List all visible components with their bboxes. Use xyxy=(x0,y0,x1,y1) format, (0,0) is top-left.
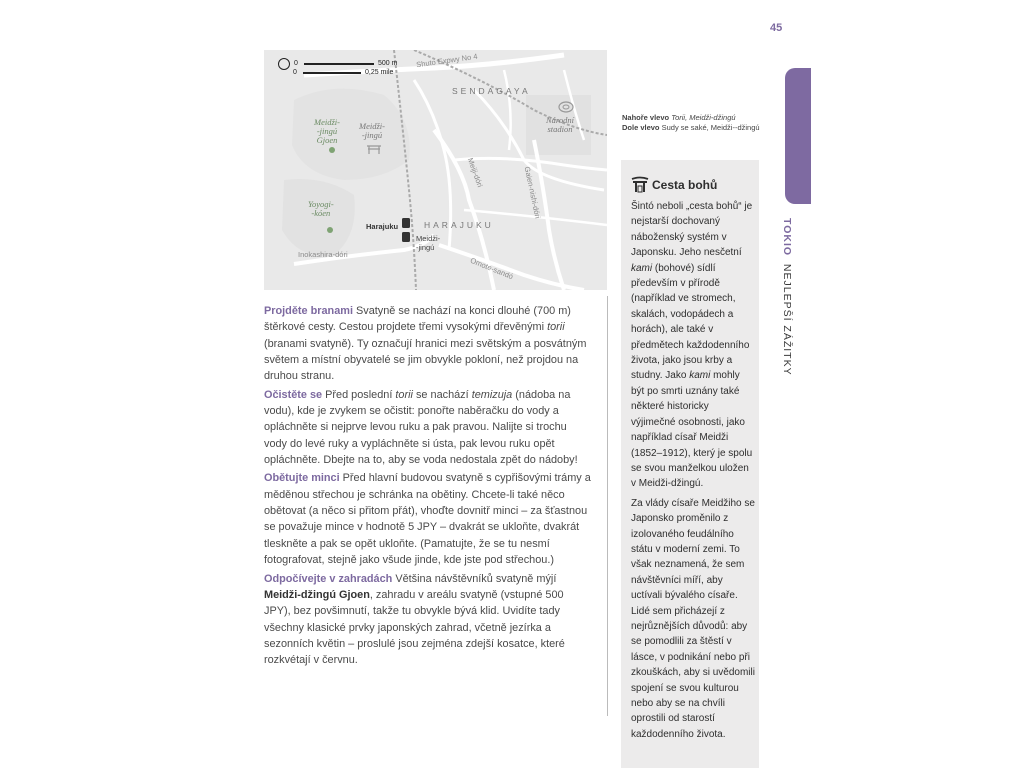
road-minor-5 xyxy=(504,70,511,150)
caption-top-label: Nahoře vlevo xyxy=(622,113,670,122)
photo-caption xyxy=(622,113,762,133)
shrine-label-meiji-jingu: Meidži- -jingú xyxy=(359,121,385,140)
section-lead: Obětujte minci xyxy=(264,472,340,485)
map xyxy=(264,50,607,290)
running-head xyxy=(781,218,793,376)
running-head-section: NEJLEPŠÍ ZÁŽITKY xyxy=(781,263,793,376)
compass-icon xyxy=(278,58,290,70)
station-label-meiji-jingu: Meidži- -jingú xyxy=(416,234,441,252)
station-label-harajuku: Harajuku xyxy=(366,222,399,231)
sidebar-title: Cesta bohů xyxy=(652,177,718,192)
caption-bottom-text: Sudy se saké, Meidži--džingú xyxy=(661,123,760,132)
road-label-meiji-dori: Meiji-dóri xyxy=(465,156,485,189)
chapter-tab xyxy=(785,68,811,204)
station-icon xyxy=(402,232,410,242)
section-gates: Projděte branami Svatyně se nachází na konci dlouhé (700 m) štěrkové cesty. Cestou projdete třemi vysokými dřevěnými torii (branami svatyně). Ty označují hranici mezi světským a posvátným světem a místní obyvatelé se jim obvykle pokloní, než projdou na druhou stranu. xyxy=(264,305,587,383)
section-purify: Očistěte se Před poslední torii se nachází temizuja (nádoba na vodu), kde je zvykem se očistit: ponořte naběračku do vody a opláchněte si nejprve levou ruku a pak pravou. Nalijte si trochu vody do levé ruky a vypláchněte si ústa, pak levou ruku opět opláchněte. Dbejte na to, aby se voda nedostala zpět do nádoby! xyxy=(264,388,578,467)
railway-line xyxy=(394,50,416,290)
sidebar-paragraph: Šintó neboli „cesta bohů“ je nejstarší dochovaný náboženský systém v Japonsku. Jeho nesčetní kami (bohové) sídlí především v přírodě (například ve stromech, skalách, vodopádech a horách), ale také v předmětech každodenního života, jako jsou krby a studny. Jako kami mohly být po smrti uznány také některé historicky výjimečné osobnosti, jako například císař Meidži (1852–1912), který je spolu se svou manželkou uložen v Meidži-džingú. xyxy=(631,201,753,490)
road-label-expressway: Shuto Expwy No 4 xyxy=(415,51,479,70)
park-label-meiji-gjoen: Meidži- -jingú Gjoen xyxy=(314,117,340,145)
station-icon xyxy=(402,218,410,228)
scale-zero: 0 xyxy=(293,69,297,76)
body-text xyxy=(264,303,592,671)
section-lead: Projděte branami xyxy=(264,305,353,317)
scale-zero: 0 xyxy=(294,60,298,67)
scale-bar-metric xyxy=(304,63,374,65)
page-number: 45 xyxy=(770,22,783,34)
district-label-sendagaya: SENDAGAYA xyxy=(452,86,531,96)
section-offering: Obětujte minci Před hlavní budovou svatyně s cypřišovými trámy a měděnou střechou je schránka na obětiny. Chcete-li také něco obětovat (a něco si přitom přát), vhoďte dovnitř minci – za šťastnou se považuje mince v hodnotě 5 JPY – dvakrát se ukloňte, dvakrát tleskněte a pak se opět ukloňte. (Pamatujte, že se tu nesmí fotografovat, stejně jako všude jinde, kde jste pod střechou.) xyxy=(264,472,591,567)
stadium-label: Národní stadion xyxy=(546,115,575,134)
road-label-gaien: Gaien-nishi-dóri xyxy=(522,165,543,220)
section-gardens: Odpočívejte v zahradách Většina návštěvníků svatyně mýjí Meidži-džingú Gjoen, zahradu v areálu svatyně (vstupné 500 JPY), bez povšimnutí, takže tu obvykle bývá klid. Uvidíte tady všechny klasické prvky japonských zahrad, včetně jezírka a sezonních květin – proslulé jsou zejména zdejší kosatce, které rozkvétají v červnu. xyxy=(264,572,565,667)
caption-bottom-label: Dole vlevo xyxy=(622,123,660,132)
road-label-inokashira: Inokashira-dóri xyxy=(298,250,348,259)
section-lead: Odpočívejte v zahradách xyxy=(264,572,393,585)
map-scale xyxy=(278,59,397,77)
sidebar-box xyxy=(621,160,759,768)
running-head-chapter: TOKIO xyxy=(781,218,793,257)
sidebar-header xyxy=(631,176,717,193)
park-label-yoyogi: Yoyogi- -kóen xyxy=(308,199,334,218)
park-area-meiji xyxy=(292,89,410,180)
caption-top-text: Torii, Meidži-džingú xyxy=(671,113,736,122)
scale-metric: 500 m xyxy=(378,60,398,67)
district-label-harajuku: HARAJUKU xyxy=(424,220,494,230)
scale-imperial: 0,25 mile xyxy=(365,69,394,76)
scale-bar-imperial xyxy=(303,72,361,74)
sidebar-text xyxy=(631,199,755,746)
sidebar-paragraph: Za vlády císaře Meidžiho se Japonsko proměnilo z izolovaného feudálního státu v moderní zemi. To však neznamená, že sem návštěvníci míří, aby uctívali bývalého císaře. Lidé sem přicházejí z nejrůznějších důvodů: aby se pomodlili za štěstí v lásce, v podnikání nebo při zkouškách, aby si uvědomili spojení se svou kulturou nebo aby se na chvíli oprostili od starostí každodenního života. xyxy=(631,497,755,740)
column-divider xyxy=(607,296,608,716)
road-label-omote: Omote-sandó xyxy=(468,255,515,282)
tree-icon xyxy=(329,147,335,153)
tree-icon xyxy=(327,227,333,233)
shrine-icon xyxy=(631,176,649,193)
section-lead: Očistěte se xyxy=(264,388,323,401)
